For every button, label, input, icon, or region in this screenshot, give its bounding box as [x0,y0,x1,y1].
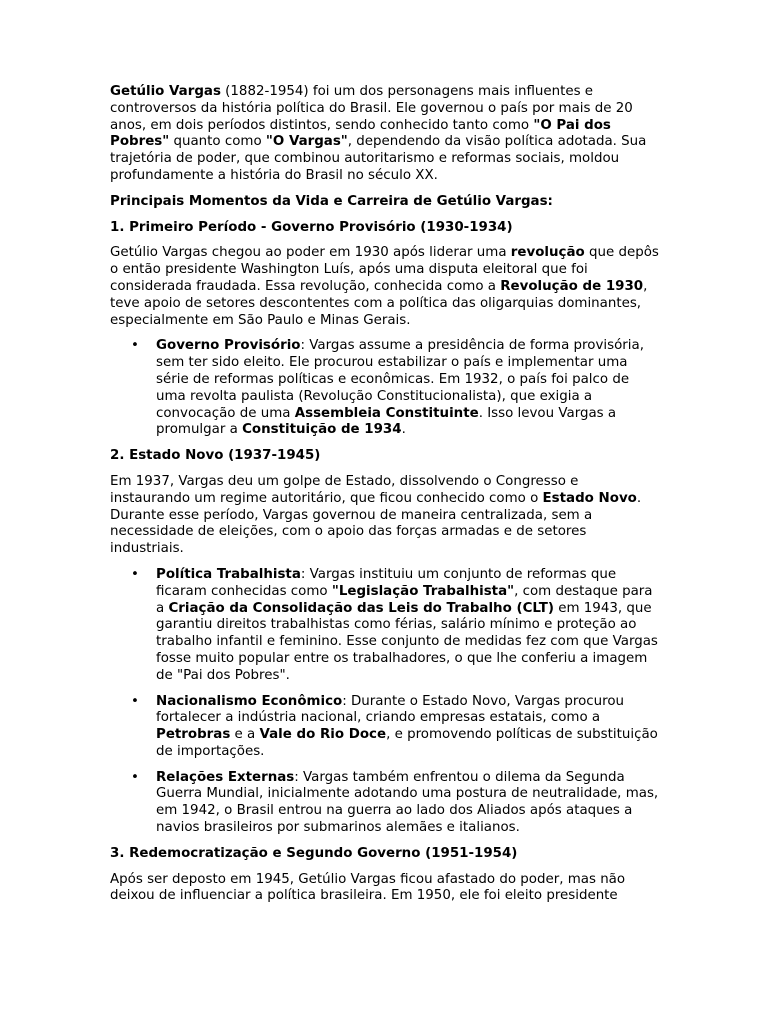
text-run: , dependendo da visão política adotada. Sua trajetória de poder, que combinou autoritarismo e reformas sociais, moldou profundamente a história do Brasil no século XX. [110,134,647,183]
text-run: , e promovendo políticas de substituição de importações. [156,727,658,759]
text-run: : Vargas instituiu um conjunto de reformas que ficaram conhecidas como [156,566,617,599]
bullet-nacionalismo-economico [156,694,660,761]
section-1-paragraph [110,245,660,329]
text-run: Em 1937, Vargas deu um golpe de Estado, dissolvendo o Congresso e instaurando um regime autoritário, que ficou conhecido como o [110,473,579,506]
text-run: . Durante esse período, Vargas governou de maneira centralizada, sem a necessidade de eleições, com o apoio das forças armadas e de setores industriais. [110,490,642,557]
bold-nickname: "O Pai dos Pobres" [110,117,611,150]
bullet-politica-trabalhista [156,567,660,685]
text-run: : Vargas assume a presidência de forma provisória, sem ter sido eleito. Ele procurou estabilizar o país e implementar uma série de reformas políticas e econômicas. Em 1932, o país foi palco de uma revolta paulista (Revolução Constitucionalista), que exigia a convocação de uma [156,338,644,421]
intro-paragraph [110,84,660,185]
section-3-heading: 3. Redemocratização e Segundo Governo (1951-1954) [110,845,518,861]
bold-term: Relações Externas [156,769,295,785]
bold-term: Assembleia Constituinte [294,405,479,421]
bold-term: Política Trabalhista [156,566,301,582]
section-2-paragraph [110,474,660,558]
text-run: : Durante o Estado Novo, Vargas procurou fortalecer a indústria nacional, criando empresas estatais, como a [156,693,625,726]
bold-term: Nacionalismo Econômico [156,693,343,709]
bold-name: Getúlio Vargas [110,84,221,99]
section-1-heading: 1. Primeiro Período - Governo Provisório (1930-1934) [110,219,513,235]
text-run: em 1943, que garantiu direitos trabalhistas como férias, salário mínimo e proteção ao trabalho infantil e feminino. Esse conjunto de medidas fez com que Vargas fosse muito popular entre os trabalhadores, o que lhe conferiu a imagem de "Pai dos Pobres". [156,600,658,683]
bullet-governo-provisorio [156,338,660,439]
bullet-relacoes-externas [156,770,660,837]
section-3-paragraph: Após ser deposto em 1945, Getúlio Vargas ficou afastado do poder, mas não deixou de influenciar a política brasileira. Em 1950, ele foi eleito presidente [110,871,626,904]
text-run: . Isso levou Vargas a promulgar a [156,405,617,438]
bold-term: Governo Provisório [156,338,301,354]
bold-term: revolução [510,245,585,261]
bold-term: Petrobras [156,727,231,743]
text-run: que depôs o então presidente Washington Luís, após uma disputa eleitoral que foi considerada fraudada. Essa revolução, conhecida como a [110,245,659,294]
bold-term: Estado Novo [542,490,637,506]
main-heading: Principais Momentos da Vida e Carreira de Getúlio Vargas: [110,193,553,209]
section-2-bullet-list [110,567,660,837]
text-run: , teve apoio de setores descontentes com a política das oligarquias dominantes, especialmente em São Paulo e Minas Gerais. [110,278,648,328]
text-run: e a [230,727,260,743]
text-run: (1882-1954) foi um dos personagens mais influentes e controversos da história política do Brasil. Ele governou o país por mais de 20 anos, em dois períodos distintos, sendo conhecido tanto como [110,84,633,133]
text-run: : Vargas também enfrentou o dilema da Segunda Guerra Mundial, inicialmente adotando uma postura de neutralidade, mas, em 1942, o Brasil entrou na guerra ao lado dos Aliados após ataques a navios brasileiros por submarinos alemães e italianos. [156,769,659,836]
document-body [110,84,660,914]
text-run: . [401,422,406,438]
bold-term: Vale do Rio Doce [259,727,387,743]
section-2-heading: 2. Estado Novo (1937-1945) [110,448,321,464]
bold-term: Criação da Consolidação das Leis do Trabalho (CLT) [168,600,554,616]
text-run: quanto como [169,134,266,150]
bold-term: "Legislação Trabalhista" [331,583,515,599]
text-run: Getúlio Vargas chegou ao poder em 1930 após liderar uma [110,245,511,261]
bold-nickname: "O Vargas" [265,134,348,150]
text-run: , com destaque para a [156,583,653,616]
section-1-bullet-list [110,338,660,439]
bold-term: Revolução de 1930 [500,278,644,294]
bold-term: Constituição de 1934 [242,422,402,438]
